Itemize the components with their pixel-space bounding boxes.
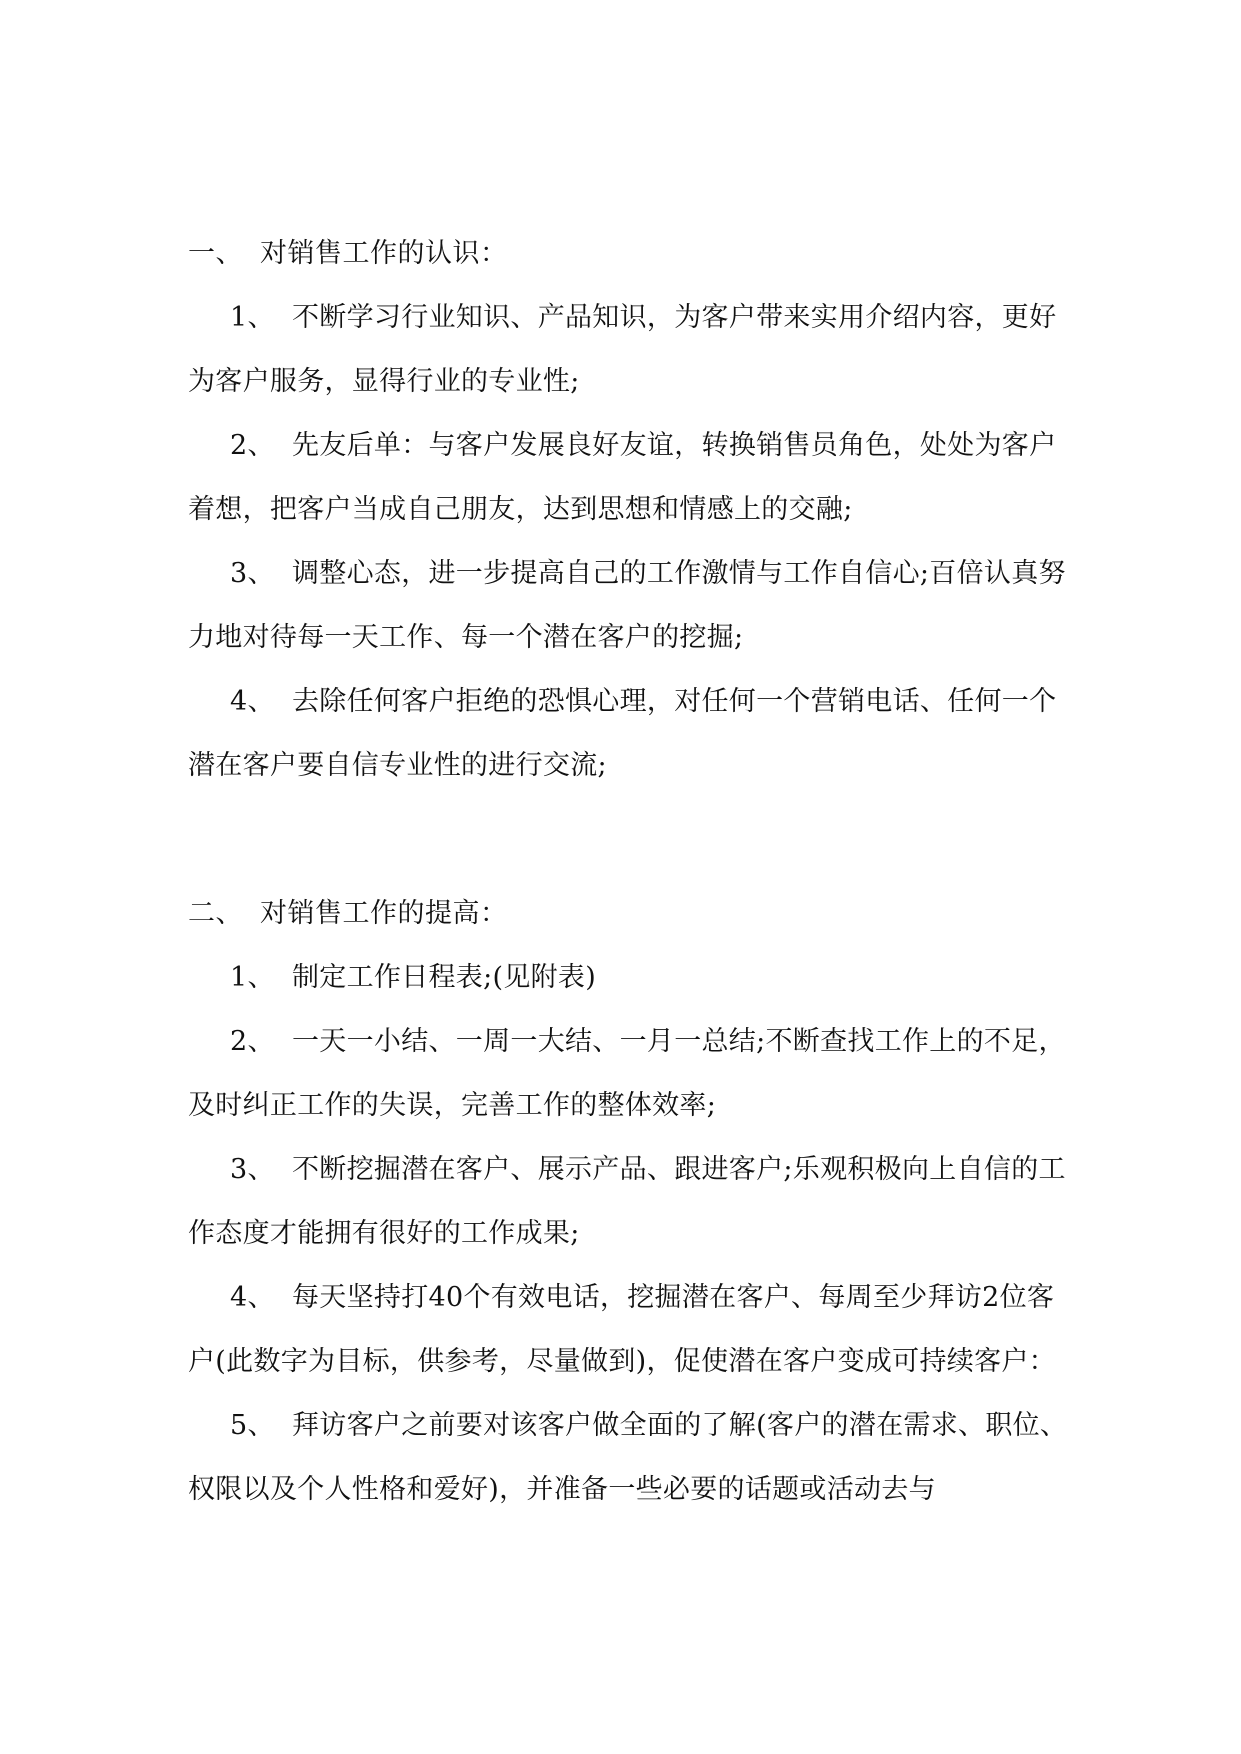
item-number: 4、	[230, 1282, 275, 1313]
item-number: 1、	[230, 302, 275, 333]
item-text: 制定工作日程表;(见附表)	[292, 962, 597, 993]
item-text: 一天一小结、一周一大结、一月一总结;不断查找工作上的不足，及时纠正工作的失误，完善工作的整体效率;	[188, 1026, 1066, 1121]
section-heading-2	[188, 882, 1068, 946]
document-body	[188, 222, 1068, 1522]
section-spacer	[188, 798, 1068, 882]
item-text: 每天坚持打40个有效电话，挖掘潜在客户、每周至少拜访2位客户(此数字为目标，供参考，尽量做到)，促使潜在客户变成可持续客户：	[188, 1282, 1056, 1377]
list-item	[188, 1010, 1068, 1138]
item-number: 1、	[230, 962, 275, 993]
item-number: 5、	[230, 1410, 275, 1441]
item-text: 不断学习行业知识、产品知识，为客户带来实用介绍内容，更好为客户服务，显得行业的专业性;	[188, 302, 1057, 397]
section-title: 对销售工作的提高：	[260, 898, 508, 929]
item-text: 先友后单：与客户发展良好友谊，转换销售员角色，处处为客户着想，把客户当成自己朋友，达到思想和情感上的交融;	[188, 430, 1057, 525]
list-item	[188, 542, 1068, 670]
item-number: 3、	[230, 1154, 275, 1185]
item-number: 2、	[230, 1026, 275, 1057]
section-title: 对销售工作的认识：	[260, 238, 508, 269]
list-item	[188, 1138, 1068, 1266]
section-number: 一、	[188, 238, 243, 269]
list-item	[188, 1266, 1068, 1394]
item-text: 调整心态，进一步提高自己的工作激情与工作自信心;百倍认真努力地对待每一天工作、每一个潜在客户的挖掘;	[188, 558, 1066, 653]
list-item	[188, 670, 1068, 798]
list-item	[188, 1394, 1068, 1522]
item-number: 2、	[230, 430, 275, 461]
item-text: 去除任何客户拒绝的恐惧心理，对任何一个营销电话、任何一个潜在客户要自信专业性的进行交流;	[188, 686, 1057, 781]
item-text: 不断挖掘潜在客户、展示产品、跟进客户;乐观积极向上自信的工作态度才能拥有很好的工作成果;	[188, 1154, 1066, 1249]
item-number: 4、	[230, 686, 275, 717]
list-item	[188, 946, 1068, 1010]
list-item	[188, 286, 1068, 414]
item-text: 拜访客户之前要对该客户做全面的了解(客户的潜在需求、职位、权限以及个人性格和爱好)，并准备一些必要的话题或活动去与	[188, 1410, 1068, 1505]
list-item	[188, 414, 1068, 542]
section-number: 二、	[188, 898, 243, 929]
item-number: 3、	[230, 558, 275, 589]
section-heading-1	[188, 222, 1068, 286]
